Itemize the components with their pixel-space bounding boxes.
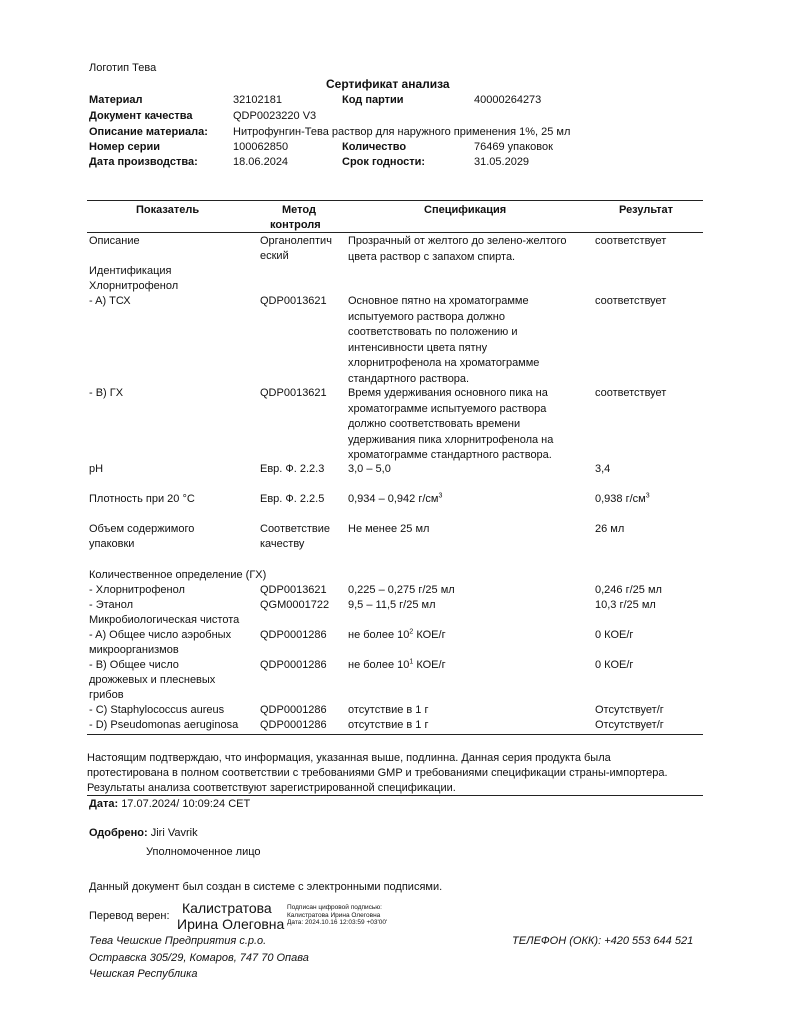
row-spec: отсутствие в 1 г bbox=[348, 719, 429, 731]
header-result: Результат bbox=[619, 204, 674, 216]
header-method-line1: Метод bbox=[282, 204, 316, 216]
row-method: QDP0001286 bbox=[260, 659, 327, 671]
date-value: 17.07.2024/ 10:09:24 CET bbox=[121, 798, 251, 810]
expiry-value: 31.05.2029 bbox=[474, 156, 530, 168]
row-method: QDP0001286 bbox=[260, 719, 327, 731]
table-header-rule bbox=[87, 232, 703, 233]
statement-line2: протестирована в полном соответствии с требованиями GMP и требованиями спецификации страны-импортера. bbox=[87, 767, 668, 779]
row-result: соответствует bbox=[595, 387, 667, 399]
aerobic-spec-sup: 2 bbox=[409, 628, 414, 636]
approved-value: Jiri Vavrik bbox=[150, 827, 198, 839]
row-method: Евр. Ф. 2.2.3 bbox=[260, 463, 325, 475]
series-value: 100062850 bbox=[233, 141, 289, 153]
production-label: Дата производства: bbox=[89, 156, 198, 168]
document-title: Сертификат анализа bbox=[326, 77, 450, 91]
row-indicator: - Хлорнитрофенол bbox=[89, 584, 185, 596]
row-result: 0,246 г/25 мл bbox=[595, 584, 662, 596]
row-indicator: - A) ТСХ bbox=[89, 295, 131, 307]
statement-line1: Настоящим подтверждаю, что информация, указанная выше, подлинна. Данная серия продукта была bbox=[87, 752, 611, 764]
table-bottom-rule bbox=[87, 734, 703, 735]
row-indicator-line2: микроорганизмов bbox=[89, 644, 179, 656]
row-result: соответствует bbox=[595, 295, 667, 307]
row-indicator: - Этанол bbox=[89, 599, 134, 611]
micro-title: Микробиологическая чистота bbox=[89, 614, 240, 626]
row-spec: 3,0 – 5,0 bbox=[348, 463, 391, 475]
yeast-spec-sup: 1 bbox=[409, 658, 414, 666]
row-indicator: pH bbox=[89, 463, 104, 475]
row-indicator-line1: - B) Общее число bbox=[89, 659, 179, 671]
yeast-spec-unit: КОЕ/г bbox=[413, 659, 446, 671]
row-method: QDP0001286 bbox=[260, 629, 327, 641]
row-result: Отсутствует/г bbox=[595, 704, 664, 716]
sig-line1: Подписан цифровой подписью: bbox=[287, 904, 382, 911]
density-spec-sup: 3 bbox=[438, 492, 443, 500]
electronic-note: Данный документ был создан в системе с электронными подписями. bbox=[89, 881, 443, 893]
row-result: 10,3 г/25 мл bbox=[595, 599, 656, 611]
row-spec bbox=[348, 492, 442, 508]
row-spec bbox=[348, 628, 446, 644]
row-method: QDP0013621 bbox=[260, 584, 327, 596]
description-label: Описание материала: bbox=[89, 126, 208, 138]
row-result bbox=[595, 492, 650, 508]
date-line bbox=[89, 797, 250, 813]
statement-rule bbox=[87, 795, 703, 796]
sig-line2: Калистратова Ирина Олеговна bbox=[287, 911, 381, 919]
row-result: 0 КОЕ/г bbox=[595, 629, 634, 641]
row-indicator: - C) Staphylococcus aureus bbox=[89, 704, 225, 716]
row-result: 3,4 bbox=[595, 463, 611, 475]
footer-phone: ТЕЛЕФОН (ОКК): +420 553 644 521 bbox=[512, 935, 694, 947]
aerobic-spec-text: не более 10 bbox=[348, 629, 410, 641]
row-method: QDP0013621 bbox=[260, 387, 327, 399]
quality-doc-label: Документ качества bbox=[89, 110, 193, 122]
row-indicator: Плотность при 20 °С bbox=[89, 493, 195, 505]
digital-signature-note bbox=[287, 904, 387, 927]
logo-placeholder: Логотип Тева bbox=[89, 62, 157, 74]
row-method-line1: Соответствие bbox=[260, 523, 331, 535]
row-indicator-line3: грибов bbox=[89, 689, 124, 701]
header-method-line2: контроля bbox=[270, 219, 321, 231]
row-method: Евр. Ф. 2.2.5 bbox=[260, 493, 325, 505]
density-result-text: 0,938 г/см bbox=[595, 493, 646, 505]
row-method-line2: качеству bbox=[260, 538, 305, 550]
translator-name-line2: Ирина Олеговна bbox=[177, 916, 285, 932]
quantity-value: 76469 упаковок bbox=[474, 141, 553, 153]
description-value: Нитрофунгин-Тева раствор для наружного применения 1%, 25 мл bbox=[233, 126, 571, 138]
row-indicator: Описание bbox=[89, 235, 140, 247]
row-result: 26 мл bbox=[595, 523, 625, 535]
row-result: соответствует bbox=[595, 235, 667, 247]
date-label: Дата: bbox=[89, 798, 119, 810]
row-spec bbox=[348, 658, 446, 674]
authorized-person: Уполномоченное лицо bbox=[146, 846, 261, 858]
density-spec-text: 0,934 – 0,942 г/см bbox=[348, 493, 439, 505]
row-indicator-line2: упаковки bbox=[89, 538, 135, 550]
footer-company: Тева Чешские Предприятия с.р.о. bbox=[89, 935, 267, 947]
yeast-spec-text: не более 10 bbox=[348, 659, 410, 671]
row-spec: Не менее 25 мл bbox=[348, 523, 430, 535]
row-indicator-line1: - A) Общее число аэробных bbox=[89, 629, 232, 641]
identification-title: Идентификация bbox=[89, 265, 172, 277]
sig-line3: Дата: 2024.10.16 12:03:59 +03'00' bbox=[287, 919, 388, 926]
row-method: QGM0001722 bbox=[260, 599, 330, 611]
row-indicator: - D) Pseudomonas aeruginosa bbox=[89, 719, 239, 731]
row-spec: отсутствие в 1 г bbox=[348, 704, 429, 716]
row-result: Отсутствует/г bbox=[595, 719, 664, 731]
identification-subtitle: Хлорнитрофенол bbox=[89, 280, 179, 292]
row-result: 0 КОЕ/г bbox=[595, 659, 634, 671]
quality-doc-value: QDP0023220 V3 bbox=[233, 110, 317, 122]
footer-country: Чешская Республика bbox=[89, 968, 198, 980]
row-indicator-line1: Объем содержимого bbox=[89, 523, 195, 535]
header-spec: Спецификация bbox=[424, 204, 507, 216]
translator-name-line1: Калистратова bbox=[182, 900, 272, 916]
batch-value: 40000264273 bbox=[474, 94, 542, 106]
row-method: QDP0013621 bbox=[260, 295, 327, 307]
row-method: QDP0001286 bbox=[260, 704, 327, 716]
approved-label: Одобрено: bbox=[89, 827, 148, 839]
row-spec: Основное пятно на хроматограмме испытуемого раствора должно соответствовать по положению и интенсивности цвета пятну хлорнитрофенола на хроматограмме стандартного раствора. bbox=[348, 295, 540, 385]
row-spec: Время удерживания основного пика на хроматограмме испытуемого раствора должно соответствовать времени удерживания пика хлорнитрофенола на хроматограмме стандартного раствора. bbox=[348, 387, 554, 461]
statement-line3: Результаты анализа соответствуют зарегистрированной спецификации. bbox=[87, 782, 456, 794]
approved-line bbox=[89, 826, 198, 842]
header-indicator: Показатель bbox=[136, 204, 200, 216]
production-value: 18.06.2024 bbox=[233, 156, 289, 168]
batch-label: Код партии bbox=[342, 94, 404, 106]
density-result-sup: 3 bbox=[645, 492, 650, 500]
row-indicator-line2: дрожжевых и плесневых bbox=[89, 674, 216, 686]
quantity-label: Количество bbox=[342, 141, 407, 153]
footer-address: Остравска 305/29, Комаров, 747 70 Опава bbox=[89, 952, 309, 964]
row-method-line1: Органолептич bbox=[260, 235, 332, 247]
aerobic-spec-unit: КОЕ/г bbox=[413, 629, 446, 641]
row-spec: 0,225 – 0,275 г/25 мл bbox=[348, 584, 455, 596]
expiry-label: Срок годности: bbox=[342, 156, 426, 168]
series-label: Номер серии bbox=[89, 141, 161, 153]
material-value: 32102181 bbox=[233, 94, 282, 106]
row-spec: 9,5 – 11,5 г/25 мл bbox=[348, 599, 436, 611]
translation-label: Перевод верен: bbox=[89, 910, 170, 922]
row-spec: Прозрачный от желтого до зелено-желтого цвета раствор с запахом спирта. bbox=[348, 235, 567, 263]
material-label: Материал bbox=[89, 94, 143, 106]
row-indicator: - B) ГХ bbox=[89, 387, 124, 399]
table-top-rule bbox=[87, 200, 703, 201]
assay-title: Количественное определение (ГХ) bbox=[89, 569, 267, 581]
row-method-line2: еский bbox=[260, 250, 289, 262]
